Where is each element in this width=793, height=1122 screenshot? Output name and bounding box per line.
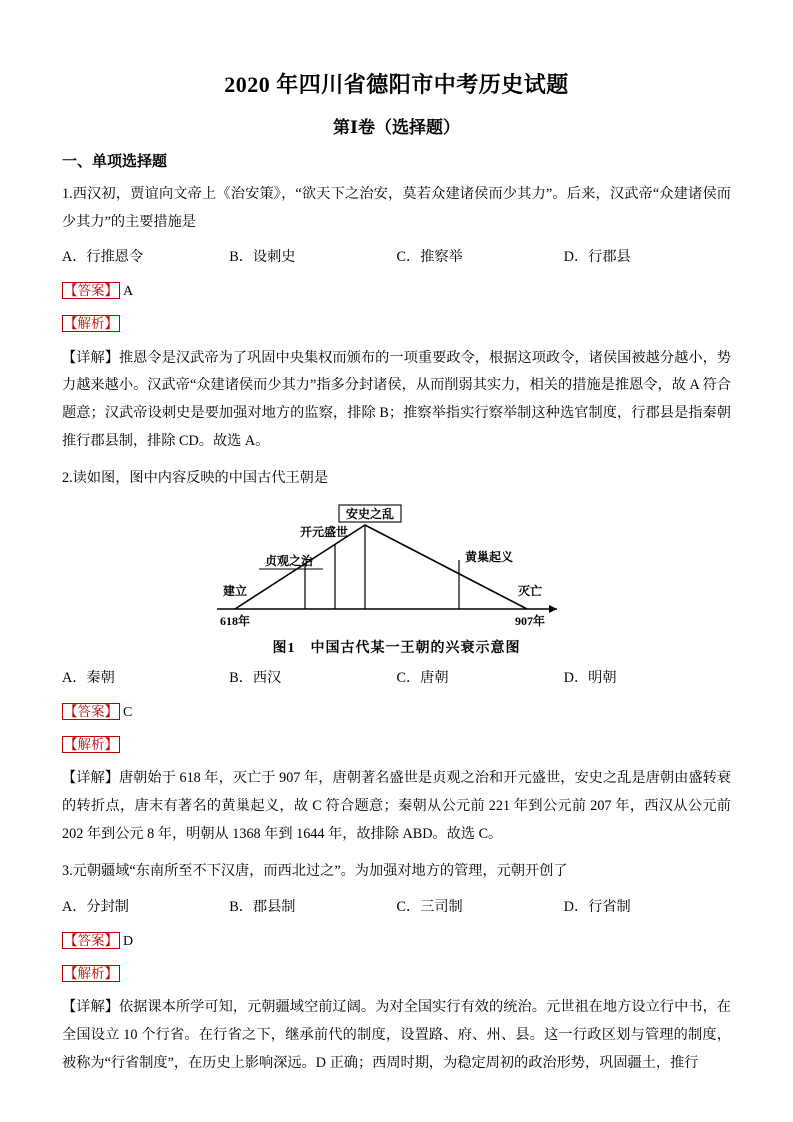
question-2-analysis	[62, 732, 731, 759]
question-3-stem: 3.元朝疆域“东南所至不下汉唐，而西北过之”。为加强对地方的管理，元朝开创了	[62, 863, 568, 880]
question-3-options	[62, 894, 731, 922]
svg-text:开元盛世: 开元盛世	[299, 525, 348, 540]
question-3-analysis	[62, 961, 731, 988]
option-c: C．推察举	[396, 249, 463, 266]
answer-tag: 【答案】	[64, 283, 118, 299]
analysis-tag: 【解析】	[64, 316, 118, 332]
svg-text:建立: 建立	[222, 584, 247, 599]
option-d: D．行省制	[563, 899, 631, 916]
option-a: A．行推恩令	[62, 249, 144, 266]
option-d: D．行郡县	[563, 249, 631, 266]
svg-text:灭亡: 灭亡	[517, 584, 542, 599]
question-1-detail: 【详解】推恩令是汉武帝为了巩固中央集权而颁布的一项重要政令，根据这项政令，诸侯国被越分越小，势力越来越小。汉武帝“众建诸侯而少其力”指多分封诸侯，从而削弱其实力，相关的措施是推恩令，故 A 符合题意；汉武帝设刺史是要加强对地方的监察，排除 B；推察举指实行察举制这种选官制度，行郡县是指秦朝推行郡县制，排除 CD。故选 A。	[62, 349, 731, 449]
figure-svg	[197, 503, 597, 633]
question-2-options	[62, 665, 731, 693]
question-3-detail: 【详解】依据课本所学可知，元朝疆域空前辽阔。为对全国实行有效的统治。元世祖在地方设立行中书，在全国设立 10 个行省。在行省之下，继承前代的制度，设置路、府、州、县。这一行政区划与管理的制度，被称为“行省制度”，在历史上影响深远。D 正确；西周时期，为稳定周初的政治形势，巩固疆土，推行	[62, 999, 731, 1071]
question-2-detail: 【详解】唐朝始于 618 年，灭亡于 907 年，唐朝著名盛世是贞观之治和开元盛世，安史之乱是唐朝由盛转衰的转折点，唐末有著名的黄巢起义，故 C 符合题意；秦朝从公元前 221 年到公元前 207 年，西汉从公元前 202 年到公元 8 年，明朝从 1368 年到 1644 年，故排除 ABD。故选 C。	[62, 770, 731, 842]
option-b: B．设刺史	[229, 249, 296, 266]
figure-caption: 图1 中国古代某一王朝的兴衰示意图	[272, 641, 521, 657]
svg-text:黄巢起义: 黄巢起义	[464, 550, 513, 565]
section-heading: 一、单项选择题	[62, 154, 168, 170]
question-2-answer	[62, 699, 731, 726]
option-a: A．秦朝	[62, 670, 115, 687]
analysis-tag: 【解析】	[64, 737, 118, 753]
option-c: C．三司制	[396, 899, 463, 916]
option-b: B．西汉	[229, 670, 282, 687]
svg-text:贞观之治: 贞观之治	[264, 554, 313, 569]
svg-text:618年: 618年	[219, 614, 250, 629]
question-1-options	[62, 244, 731, 272]
answer-value: C	[123, 704, 133, 720]
question-1-analysis	[62, 311, 731, 338]
page-title: 2020 年四川省德阳市中考历史试题	[224, 72, 569, 97]
answer-value: A	[123, 284, 134, 300]
analysis-tag: 【解析】	[64, 966, 118, 982]
svg-text:安史之乱: 安史之乱	[345, 507, 394, 522]
question-2-stem: 2.读如图，图中内容反映的中国古代王朝是	[62, 470, 329, 487]
option-b: B．郡县制	[229, 899, 296, 916]
question-1-answer	[62, 278, 731, 305]
question-1-stem: 1.西汉初，贾谊向文帝上《治安策》，“欲天下之治安，莫若众建诸侯而少其力”。后来，汉武帝“众建诸侯而少其力”的主要措施是	[62, 186, 731, 230]
answer-value: D	[123, 933, 134, 949]
page-subtitle: 第Ⅰ卷（选择题）	[333, 118, 460, 137]
figure-dynasty-rise-fall	[62, 503, 731, 633]
option-c: C．唐朝	[396, 670, 449, 687]
option-a: A．分封制	[62, 899, 129, 916]
question-3-answer	[62, 928, 731, 955]
svg-text:907年: 907年	[514, 614, 545, 629]
answer-tag: 【答案】	[64, 932, 118, 948]
answer-tag: 【答案】	[64, 703, 118, 719]
option-d: D．明朝	[563, 670, 617, 687]
